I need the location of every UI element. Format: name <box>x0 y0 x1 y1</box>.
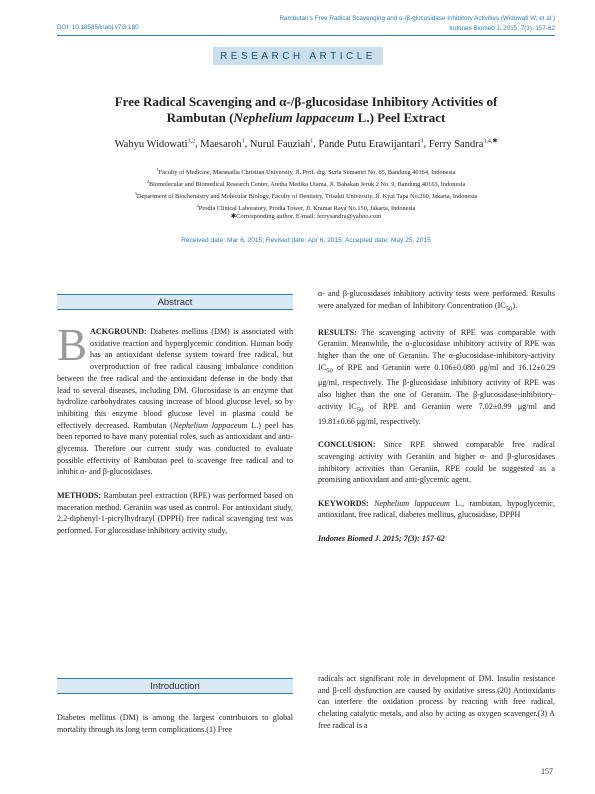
introduction-heading: Introduction <box>57 678 293 694</box>
article-title <box>57 94 555 126</box>
article-dates: Received date: Mar 6, 2015; Revised date: Apr 6, 2015; Accepted date: May 25, 2015 <box>181 237 431 244</box>
article-type-banner: RESEARCH ARTICLE <box>213 47 383 65</box>
journal-reference: Indones Biomed J. 2015; 7(3): 157-62 <box>449 24 555 32</box>
author-list: Wahyu Widowati$^{1,2}$, Maesaroh$^1$, Nurul Fauziah$^1$, Pande Putu Erawijantari$^1$, Ferry Sandra$^{3,4,✱}$ <box>114 138 498 150</box>
drop-cap: B <box>57 320 88 370</box>
affiliation: $^2$Biomolecular and Biomedical Research Center, Aretha Medika Utama, Jl. Babakan Jeruk 2 No. 9, Bandung 40163, Indonesia <box>146 178 466 188</box>
running-header <box>279 14 555 33</box>
title-line-2: Rambutan (Nephelium lappaceum L.) Peel Extract <box>166 110 446 125</box>
author: Ferry Sandra$^{3,4,✱}$ <box>428 138 498 150</box>
page-number: 157 <box>541 767 553 776</box>
affiliations <box>57 166 555 214</box>
header-divider <box>57 35 555 36</box>
author: Nurul Fauziah$^1$ <box>249 138 314 150</box>
abstract-keywords: KEYWORDS: Nephelium lappaceum L., rambutan, hypoglycemic, antioxidant, free radical, diabetes mellitus, glucosidase, DPPH <box>318 498 555 520</box>
affiliation: $^3$Department of Biochemistry and Molecular Biology, Faculty of Dentistry, Trisakti University, Jl. Kyai Tapa No.260, Jakarta, Indonesia <box>134 190 478 200</box>
introduction-left-column: Diabetes mellitus (DM) is among the largest contributors to global mortality through its long term complications.(1) Free <box>57 713 293 734</box>
corresponding-author: ✱Corresponding author. E-mail: ferrysandra@yahoo.com <box>230 213 382 220</box>
abstract-methods: METHODS: Rambutan peel extraction (RPE) was performed based on maceration method. Geraniin was used as control. For antioxidant study, 2,2-diphenyl-1-picrylhydrazyl (DPPH) free radical scavenging test was performed. For glucosidase inhibitory activity study, <box>57 490 293 535</box>
abstract-background: BACKGROUND: Diabetes mellitus (DM) is associated with oxidative reaction and hyperglycemic condition. Human body has an antioxidant defense system toward free radical, but overproduction of free radical causing imbalance condition between the free radical and the antioxidant defense in the body that lead to several diseases, including DM. Glucosidase is an enzyme that hydrolize carbohydrates causing increase of blood glucose level, so by inhibiting this enzyme blood glucose level in plasma could be effectively decreased. Rambutan (Nephelium lappaceum L.) peel has been reported to have many potential roles, such as antioxidant and anti-glycemia. Therefore our current study was conducted to evaluate possible effectivity of Rambutan peel to scavenge free radical and to inhibit α- and β-glucosidases. <box>57 320 293 477</box>
author: Pande Putu Erawijantari$^1$ <box>318 138 424 150</box>
introduction-right-column: radicals act significant role in development of DM. Insulin resistance and β-cell dysfunction are caused by oxidative stress.(20) Antioxidants can interfere the oxidation process by reacting with free radical, chelating catalytic metals, and also by acting as oxygen scavenger.(3) A free radical is a <box>318 674 555 730</box>
doi: DOI: 10.18585/inabj.v7i3.180 <box>57 24 139 31</box>
affiliation: $^4$Prodia Clinical Laboratory, Prodia Tower, Jl. Kramat Raya No.150, Jakarta, Indonesia <box>196 202 416 212</box>
author: Maesaroh$^1$ <box>200 138 245 150</box>
running-title: Rambutan's Free Radical Scavenging and α-/β-glucosidase Inhibitory Activities (Widowati W, et al.) <box>279 15 555 22</box>
asterisk-icon: ✱ <box>230 213 237 220</box>
affiliation: $^1$Faculty of Medicine, Maranatha Christian University, Jl. Prof. drg. Suria Sumantri No. 65, Bandung 40164, Indonesia <box>156 167 456 177</box>
abstract-heading: Abstract <box>57 294 293 310</box>
abstract-left-column <box>57 320 293 537</box>
author: Wahyu Widowati$^{1,2}$ <box>114 138 195 150</box>
abstract-right-column <box>318 288 555 545</box>
title-line-1: Free Radical Scavenging and α-/β-glucosidase Inhibitory Activities of <box>114 94 498 109</box>
abstract-conclusion: CONCLUSION: Since RPE showed comparable free radical scavenging activity with Geraniin and higher α- and β-glucosidases inhibitory activities than Geraniin, RPE could be suggested as a promising antioxidant and anti-glycemic agent. <box>318 440 555 485</box>
abstract-methods-continued: α- and β-glucosidases inhibitory activity tests were performed. Results were analyzed for median of Inhibitory Concentration $(IC_{50})$. <box>318 289 555 313</box>
citation-line: Indones Biomed J. 2015; 7(3): 157-62 <box>318 533 445 543</box>
abstract-results: RESULTS: The scavenging activity of RPE was comparable with Geraniin. Meanwhile, the α-glucosidase inhibitory activity of RPE was higher than the one of Geraniin. The α-glucosidase-inhibitory-activity $IC_{50}$ of RPE and Geraniin were 0.106±0.080 μg/ml and 16.12±0.29 μg/ml, respectively. The β-glucosidase inhibitory activity of RPE was also higher than the one of Geraniin. The β-glucosidase-inhibitory-activity $IC_{50}$ of RPE and Geraniin were 7.02±0.99 μg/ml and 19.81±0.66 μg/ml, respectively. <box>318 327 556 426</box>
